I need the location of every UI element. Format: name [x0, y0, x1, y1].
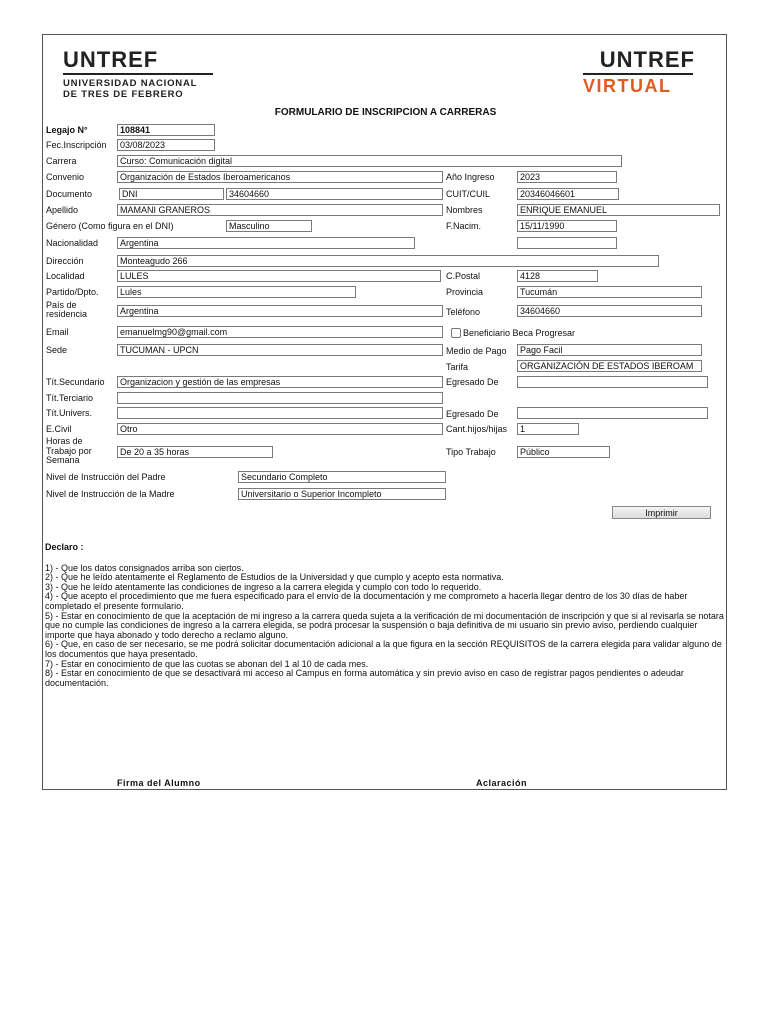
email-label: Email: [46, 327, 69, 337]
declaration-item: 5) - Estar en conocimiento de que la aceptación de mi ingreso a la carrera queda sujeta a la verificación de mi documentación de inscripción y que si al revisarla se notara que no cumple las condiciones de ingreso a la carrera elegida, se podrá procesar la suspensión o baja definitiva de mi usuario sin previo aviso, perdiendo cualquier importe que haya abonado y todo derecho a reclamo alguno.: [45, 610, 724, 640]
carrera-label: Carrera: [46, 156, 77, 166]
nivel-madre-label: Nivel de Instrucción de la Madre: [46, 489, 175, 499]
nombres-label: Nombres: [446, 205, 483, 215]
anio-ingreso-field[interactable]: 2023: [517, 171, 617, 183]
declaration-item: 6) - Que, en caso de ser necesario, se me podrá solicitar documentación adicional a la que figura en la sección REQUISITOS de la carrera elegida para validar alguno de los documentos que haya presentado.: [45, 639, 722, 659]
provincia-field[interactable]: Tucumán: [517, 286, 702, 298]
beca-label: Beneficiario Beca Progresar: [463, 328, 576, 338]
declaration-item: 1) - Que los datos consignados arriba son ciertos.: [45, 562, 244, 573]
legajo-field[interactable]: 108841: [117, 124, 215, 136]
nacionalidad-field[interactable]: Argentina: [117, 237, 415, 249]
localidad-label: Localidad: [46, 271, 85, 281]
tit-terciario-field[interactable]: [117, 392, 443, 404]
imprimir-button[interactable]: Imprimir: [612, 506, 711, 519]
logo-divider: [63, 73, 213, 75]
logo-brand-right: UNTREF: [599, 47, 695, 72]
horas-label: [46, 437, 92, 466]
aclaracion-label: Aclaración: [476, 778, 528, 788]
direccion-label: Dirección: [46, 256, 84, 266]
declaration-item: 2) - Que he leído atentamente el Reglamento de Estudios de la Universidad y que cumplo y acepto esta normativa.: [45, 572, 504, 583]
form-sheet: [42, 34, 727, 790]
cuit-label: CUIT/CUIL: [446, 189, 491, 199]
convenio-label: Convenio: [46, 172, 85, 182]
medio-pago-label: Medio de Pago: [446, 346, 507, 356]
documento-number-field[interactable]: 34604660: [226, 188, 443, 200]
fnacim-field[interactable]: 15/11/1990: [517, 220, 617, 232]
declaration-block: [45, 543, 729, 688]
horas-label-line3: Semana: [46, 455, 80, 465]
pais-label: [46, 301, 87, 319]
tipo-trabajo-label: Tipo Trabajo: [446, 447, 496, 457]
partido-label: Partido/Dpto.: [46, 287, 99, 297]
nombres-field[interactable]: ENRIQUE EMANUEL: [517, 204, 720, 216]
cpostal-label: C.Postal: [446, 271, 481, 281]
provincia-label: Provincia: [446, 287, 484, 297]
pais-label-line1: País de: [46, 300, 77, 310]
ecivil-field[interactable]: Otro: [117, 423, 443, 435]
logo-virtual: VIRTUAL: [583, 76, 672, 96]
declaration-item: 3) - Que he leído atentamente las condiciones de ingreso a la carrera elegida y cumplo con todo lo requerido.: [45, 581, 482, 592]
medio-pago-field[interactable]: Pago Facil: [517, 344, 702, 356]
tarifa-label: Tarifa: [446, 362, 469, 372]
anio-ingreso-label: Año Ingreso: [446, 172, 495, 182]
cpostal-field[interactable]: 4128: [517, 270, 598, 282]
documento-type-field[interactable]: DNI: [119, 188, 224, 200]
untref-logo: [63, 49, 213, 100]
tarifa-field[interactable]: ORGANIZACIÓN DE ESTADOS IBEROAM: [517, 360, 702, 372]
tit-univers-field[interactable]: [117, 407, 443, 419]
ecivil-label: E.Civil: [46, 424, 72, 434]
fnacim-label: F.Nacim.: [446, 221, 482, 231]
egresado-univ-field[interactable]: [517, 407, 708, 419]
form-title: FORMULARIO DE INSCRIPCION A CARRERAS: [274, 107, 497, 118]
declaration-item: 4) - Que acepto el procedimiento que me fuera especificado para el envío de la documentación y me comprometo a hacerla llegar dentro de los 30 días de haber completado el presente formulario.: [45, 591, 688, 611]
fec-inscripcion-field[interactable]: 03/08/2023: [117, 139, 215, 151]
beca-checkbox[interactable]: [451, 328, 461, 338]
egresado-sec-field[interactable]: [517, 376, 708, 388]
telefono-label: Teléfono: [446, 307, 481, 317]
convenio-field[interactable]: Organización de Estados Iberoamericanos: [117, 171, 443, 183]
horas-label-line1: Horas de: [46, 436, 83, 446]
logo-divider-right: [583, 73, 693, 75]
tit-secundario-field[interactable]: Organizacion y gestión de las empresas: [117, 376, 443, 388]
tit-secundario-label: Tít.Secundario: [46, 377, 105, 387]
sede-label: Sede: [46, 345, 68, 355]
nivel-padre-label: Nivel de Instrucción del Padre: [46, 472, 166, 482]
nacionalidad-extra-field[interactable]: [517, 237, 617, 249]
documento-label: Documento: [46, 189, 93, 199]
fec-inscripcion-label: Fec.Inscripción: [46, 140, 107, 150]
declaration-item: 8) - Estar en conocimiento de que se desactivará mi acceso al Campus en forma automática y sin previo aviso en caso de registrar pagos pendientes o adeudar documentación.: [45, 668, 684, 688]
logo-line2: DE TRES DE FEBRERO: [63, 89, 184, 100]
sede-field[interactable]: TUCUMAN - UPCN: [117, 344, 443, 356]
legajo-label: Legajo N°: [46, 125, 88, 135]
apellido-field[interactable]: MAMANI GRANEROS: [117, 204, 443, 216]
genero-field[interactable]: Masculino: [226, 220, 312, 232]
direccion-field[interactable]: Monteagudo 266: [117, 255, 659, 267]
declaration-item: 7) - Estar en conocimiento de que las cuotas se abonan del 1 al 10 de cada mes.: [45, 658, 369, 669]
tit-terciario-label: Tít.Terciario: [46, 393, 94, 403]
localidad-field[interactable]: LULES: [117, 270, 441, 282]
untref-virtual-logo: [583, 49, 695, 95]
telefono-field[interactable]: 34604660: [517, 305, 702, 317]
nivel-padre-field[interactable]: Secundario Completo: [238, 471, 446, 483]
cant-hijos-field[interactable]: 1: [517, 423, 579, 435]
declaration-heading: Declaro :: [45, 542, 84, 552]
genero-label: Género (Como figura en el DNI): [46, 221, 174, 231]
tipo-trabajo-field[interactable]: Público: [517, 446, 610, 458]
logo-line1: UNIVERSIDAD NACIONAL: [63, 78, 198, 89]
firma-alumno-label: Firma del Alumno: [117, 778, 201, 788]
tit-univers-label: Tít.Univers.: [46, 408, 93, 418]
apellido-label: Apellido: [46, 205, 79, 215]
egresado-sec-label: Egresado De: [446, 377, 499, 387]
horas-field[interactable]: De 20 a 35 horas: [117, 446, 273, 458]
partido-field[interactable]: Lules: [117, 286, 356, 298]
cant-hijos-label: Cant.hijos/hijas: [446, 424, 508, 434]
egresado-univ-label: Egresado De: [446, 409, 499, 419]
nivel-madre-field[interactable]: Universitario o Superior Incompleto: [238, 488, 446, 500]
pais-label-line2: residencia: [46, 309, 88, 319]
cuit-field[interactable]: 20346046601: [517, 188, 619, 200]
pais-field[interactable]: Argentina: [117, 305, 443, 317]
carrera-field[interactable]: Curso: Comunicación digital: [117, 155, 622, 167]
nacionalidad-label: Nacionalidad: [46, 238, 99, 248]
logo-brand: UNTREF: [63, 47, 159, 72]
horas-label-line2: Trabajo por: [46, 445, 92, 456]
email-field[interactable]: emanuelmg90@gmail.com: [117, 326, 443, 338]
